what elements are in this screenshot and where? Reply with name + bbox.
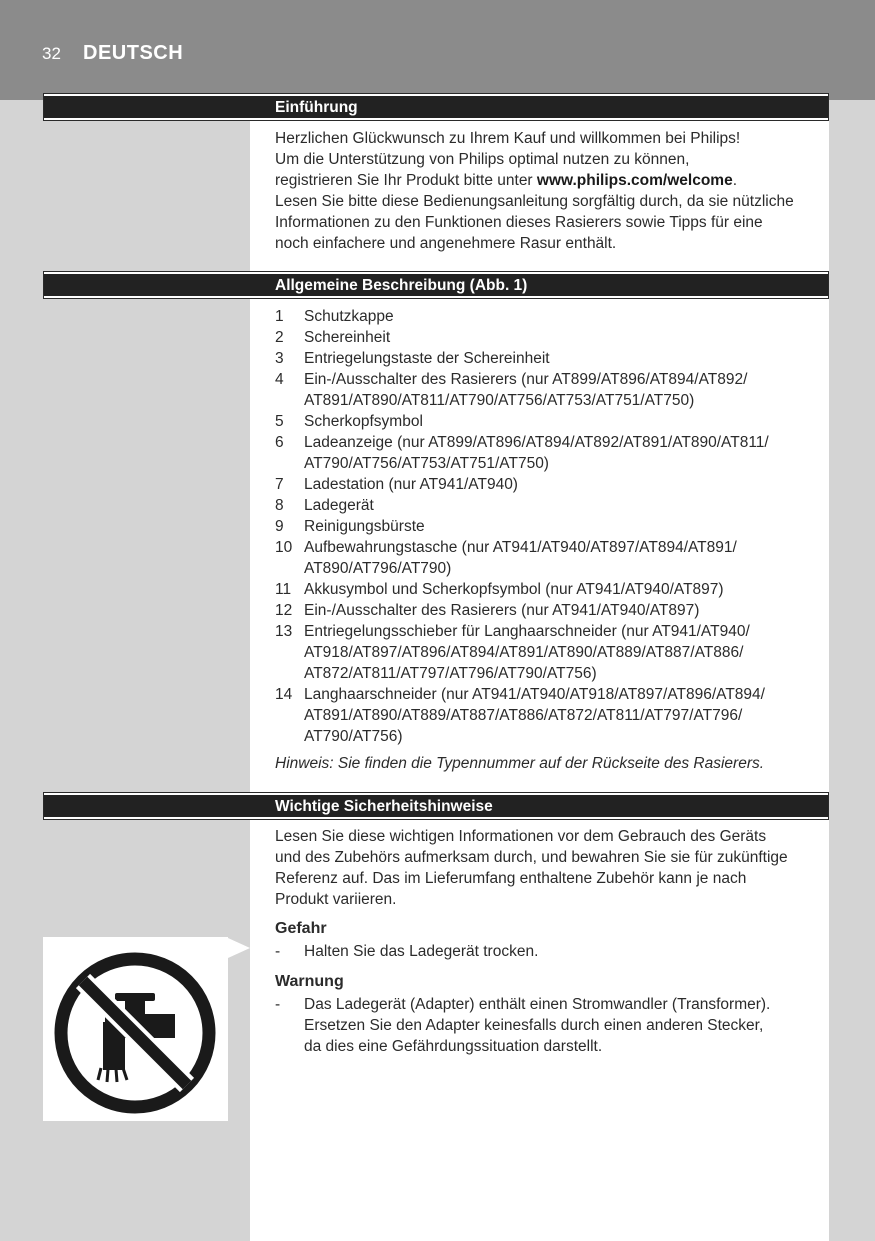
list-item-number: 3 [275, 350, 284, 367]
list-item-number: 12 [275, 602, 293, 619]
list-item [275, 516, 827, 537]
safety-intro-line: Lesen Sie diese wichtigen Informationen vor dem Gebrauch des Geräts [275, 828, 767, 845]
warning-heading: Warnung [275, 973, 344, 990]
no-water-tap-icon [43, 937, 228, 1121]
list-item [275, 306, 827, 327]
list-item [275, 684, 827, 747]
section-title-description: Allgemeine Beschreibung (Abb. 1) [275, 277, 528, 294]
intro-line: Informationen zu den Funktionen dieses Rasierers sowie Tipps für eine [275, 214, 763, 231]
list-item-text: AT790/AT756/AT753/AT751/AT750) [304, 455, 549, 472]
no-water-icon-box [43, 937, 228, 1121]
list-item-text: AT891/AT890/AT889/AT887/AT886/AT872/AT811/AT797/AT796/ [304, 707, 743, 724]
list-item [275, 474, 827, 495]
philips-welcome-link[interactable]: www.philips.com/welcome [536, 172, 733, 189]
safety-intro-line: Produkt variieren. [275, 891, 397, 908]
list-item [275, 600, 827, 621]
list-item-text: Entriegelungsschieber für Langhaarschneider (nur AT941/AT940/ [304, 623, 750, 640]
icon-pointer [228, 938, 250, 958]
list-item-text: AT918/AT897/AT896/AT894/AT891/AT890/AT889/AT887/AT886/ [304, 644, 744, 661]
list-item-text: Reinigungsbürste [304, 518, 425, 535]
list-item-number: 2 [275, 329, 284, 346]
list-item-number: 1 [275, 308, 284, 325]
list-item-text: Ein-/Ausschalter des Rasierers (nur AT899/AT896/AT894/AT892/ [304, 371, 748, 388]
warning-item: - Das Ladegerät (Adapter) enthält einen Stromwandler (Transformer). Ersetzen Sie den Adapter keinesfalls durch einen anderen Stecker, da dies eine Gefährdungssituation darstellt. [275, 996, 771, 1055]
list-item [275, 369, 827, 411]
page-number: 32 [42, 44, 61, 63]
list-item-number: 8 [275, 497, 284, 514]
right-margin-column [829, 100, 875, 1241]
list-item [275, 411, 827, 432]
list-item [275, 621, 827, 684]
list-item-number: 10 [275, 539, 293, 556]
danger-item: - Halten Sie das Ladegerät trocken. [275, 943, 539, 960]
section-title-safety: Wichtige Sicherheitshinweise [275, 798, 493, 815]
list-item-text: Aufbewahrungstasche (nur AT941/AT940/AT897/AT894/AT891/ [304, 539, 737, 556]
safety-intro [275, 826, 827, 910]
list-item-number: 14 [275, 686, 293, 703]
list-item [275, 579, 827, 600]
list-item-text: AT872/AT811/AT797/AT796/AT790/AT756) [304, 665, 597, 682]
type-number-note: Hinweis: Sie finden die Typennummer auf der Rückseite des Rasierers. [275, 755, 765, 772]
section-bar-intro [43, 93, 829, 121]
intro-line: noch einfachere und angenehmere Rasur enthält. [275, 235, 617, 252]
intro-text [275, 128, 827, 254]
intro-line: registrieren Sie Ihr Produkt bitte unter www.philips.com/welcome. [275, 172, 738, 189]
list-item-number: 5 [275, 413, 284, 430]
description-list [275, 306, 827, 747]
list-item-text: Entriegelungstaste der Schereinheit [304, 350, 550, 367]
list-item-text: Langhaarschneider (nur AT941/AT940/AT918/AT897/AT896/AT894/ [304, 686, 765, 703]
list-item [275, 495, 827, 516]
list-item-text: Akkusymbol und Scherkopfsymbol (nur AT941/AT940/AT897) [304, 581, 724, 598]
list-item [275, 537, 827, 579]
safety-intro-line: und des Zubehörs aufmerksam durch, und bewahren Sie sie für zukünftige [275, 849, 788, 866]
section-bar-description [43, 271, 829, 299]
page-header [0, 0, 875, 100]
list-item [275, 327, 827, 348]
list-item-number: 6 [275, 434, 284, 451]
list-item-text: Ein-/Ausschalter des Rasierers (nur AT941/AT940/AT897) [304, 602, 700, 619]
list-item-text: Ladestation (nur AT941/AT940) [304, 476, 518, 493]
intro-line: Lesen Sie bitte diese Bedienungsanleitung sorgfältig durch, da sie nützliche [275, 193, 794, 210]
list-item-text: Scherkopfsymbol [304, 413, 423, 430]
list-item-number: 11 [275, 581, 292, 598]
list-item-text: Schereinheit [304, 329, 391, 346]
list-item-number: 7 [275, 476, 284, 493]
list-item-text: AT890/AT796/AT790) [304, 560, 452, 577]
list-item-text: AT891/AT890/AT811/AT790/AT756/AT753/AT751/AT750) [304, 392, 695, 409]
list-item-number: 9 [275, 518, 284, 535]
intro-line: Um die Unterstützung von Philips optimal nutzen zu können, [275, 151, 690, 168]
intro-line: Herzlichen Glückwunsch zu Ihrem Kauf und willkommen bei Philips! [275, 130, 741, 147]
danger-heading: Gefahr [275, 920, 327, 937]
list-item-text: Ladeanzeige (nur AT899/AT896/AT894/AT892/AT891/AT890/AT811/ [304, 434, 769, 451]
language-title: DEUTSCH [83, 42, 184, 64]
list-item-text: AT790/AT756) [304, 728, 403, 745]
section-bar-safety [43, 792, 829, 820]
list-item [275, 348, 827, 369]
safety-intro-line: Referenz auf. Das im Lieferumfang enthaltene Zubehör kann je nach [275, 870, 747, 887]
list-item-number: 4 [275, 371, 284, 388]
list-item-text: Ladegerät [304, 497, 374, 514]
section-title-intro: Einführung [275, 99, 358, 116]
list-item-number: 13 [275, 623, 293, 640]
list-item-text: Schutzkappe [304, 308, 394, 325]
list-item [275, 432, 827, 474]
